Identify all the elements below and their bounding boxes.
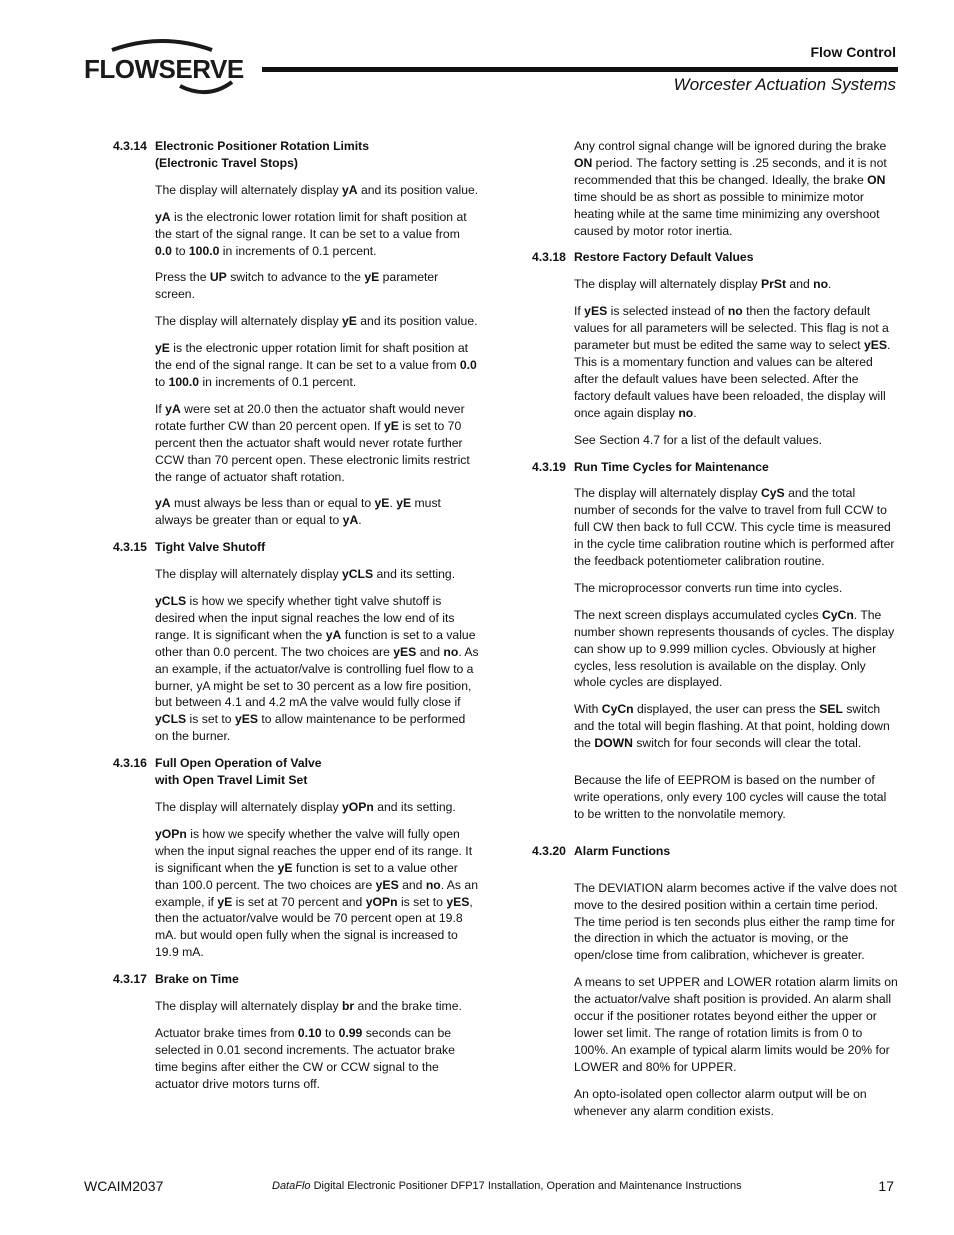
text-run: The display will alternately display [155,314,342,329]
bold-term: br [341,999,355,1014]
bold-term: yA [325,627,342,642]
section-title [574,843,898,860]
header-rule [262,67,898,72]
section-heading [113,138,480,172]
text-run: An opto-isolated open collector alarm output will be on whenever any alarm condition exists. [574,1086,867,1118]
text-run: Because the life of EEPROM is based on the number of write operations, only every 100 cycles will cause the total to be written to the nonvolatile memory. [574,773,887,821]
paragraph [574,303,898,421]
text-run: . As an example, if [155,877,478,909]
section-title [155,755,480,789]
text-run: displayed, the user can press the [633,702,820,717]
paragraph [574,276,898,293]
text-run: then the factory default values for all parameters will be selected. This flag is not a parameter but must be edited the same way to select [574,304,889,353]
section-title-line: Restore Factory Default Values [574,250,754,265]
text-run: See Section 4.7 for a list of the default values. [574,432,822,447]
bold-term: CyCn [821,607,854,622]
paragraph [574,485,898,570]
text-run: switch to advance to the [226,270,365,285]
bold-term: yE [155,341,170,356]
bold-term: yCLS [155,594,187,609]
text-run: Actuator brake times from [155,1025,298,1040]
bold-term: yE [374,496,390,511]
paragraph [155,340,480,391]
bold-term: ON [574,155,593,170]
bold-term: DOWN [594,736,633,751]
text-run: and the brake time. [354,999,462,1014]
text-run: A means to set UPPER and LOWER rotation alarm limits on the actuator/valve shaft position is provided. An alarm shall occur if the positioner rotates beyond either the upper or lower set limit. The range of rotation limits is from 0 to 100%. An example of typical alarm limits would be 20% for LOWER and 80% for UPPER. [574,975,898,1074]
footer-page-number: 17 [878,1178,894,1194]
paragraph [155,401,480,486]
bold-term: yES [863,338,887,353]
text-run: switch and the total will begin flashing. At that point, holding down the [574,702,890,751]
text-run: The display will alternately display [155,999,342,1014]
section-title-line: Run Time Cycles for Maintenance [574,459,769,474]
text-run: time should be as short as possible to minimize motor heating while at the same time minimizing any overshoot caused by motor rotor inertia. [574,189,880,238]
paragraph [574,772,898,823]
text-run: The display will alternately display [155,800,342,814]
text-run: The microprocessor converts run time into cycles. [574,580,843,595]
bold-term: yES [446,894,470,909]
paragraph [574,138,898,239]
section-number: 4.3.17 [113,972,147,987]
section-number: 4.3.19 [532,459,566,474]
text-run: The DEVIATION alarm becomes active if the valve does not move to the desired position within a certain time period. The time period is ten seconds plus either the ramp time for the direction in which the actuator is moving, or the open/close time from calibration, whichever is greater. [574,880,897,963]
bold-term: CyCn [601,702,634,717]
text-run: With [574,702,602,717]
bold-term: yA [155,209,171,224]
header-subtitle: Worcester Actuation Systems [673,75,896,94]
text-run: to [171,243,189,258]
text-run: . [358,513,362,528]
text-run: to [155,374,169,389]
bold-term: yCLS [155,712,187,727]
text-run: and its setting. [373,800,456,814]
text-run: and its position value. [357,182,479,197]
bold-term: no [678,405,694,420]
text-run: and [416,644,444,659]
text-run: and [398,877,426,892]
section-title [155,138,480,172]
section-title [574,459,898,476]
bold-term: 0.0 [459,358,477,373]
text-run: Any control signal change will be ignored during the brake [574,139,887,153]
section-heading [532,249,898,266]
text-run: The next screen displays accumulated cycles [574,607,822,622]
paragraph [574,974,898,1075]
bold-term: no [813,277,829,292]
paragraph [574,1086,898,1120]
bold-term: 100.0 [168,374,200,389]
paragraph [155,1025,480,1093]
section-title-line: (Electronic Travel Stops) [155,155,298,170]
bold-term: no [425,877,441,892]
bold-term: yES [393,644,417,659]
text-run: is how we specify whether tight valve shutoff is desired when the input signal reaches the low end of its range. It is significant when the [155,594,455,642]
paragraph [155,566,480,583]
section-number: 4.3.20 [532,843,566,858]
bold-term: yOPn [365,894,398,909]
text-run: If [574,304,585,319]
section-heading [113,971,480,988]
text-run: and its setting. [373,567,456,582]
text-run: and the total number of seconds for the valve to travel from full CCW to full CW then back to full CCW. This cycle time is measured in the cycle time calibration routine which is performed after the feedback potentiometer calibration routine. [574,486,895,569]
spacer [532,870,898,880]
logo-text: FLOWSERVE [84,54,244,84]
text-run: The display will alternately display [155,182,342,197]
bold-term: PrSt [760,277,787,292]
left-column [113,138,480,1103]
section-title-line: Alarm Functions [574,843,671,858]
section-number: 4.3.16 [113,756,147,771]
section-heading [532,459,898,476]
text-run: , then the actuator/valve would be 70 percent open at 19.8 mA. but would open fully when the signal is increased to 19.9 mA. [155,894,473,960]
text-run: The display will alternately display [155,567,342,582]
section-number: 4.3.15 [113,540,147,555]
bold-term: yA [341,182,358,197]
paragraph [155,495,480,529]
section-title-line: Electronic Positioner Rotation Limits [155,139,369,153]
section-title [155,971,480,988]
text-run: is set to 70 percent then the actuator shaft would never rotate further CCW than 70 percent open. These electronic limits restrict the range of actuator shaft rotation. [155,418,470,484]
text-run: . This is a momentary function and values can be altered after the default values have been selected. After the factory default values have been reloaded, the display will once again display [574,338,891,420]
bold-term: yES [375,877,399,892]
bold-term: yE [341,314,357,329]
footer-title [272,1180,742,1192]
bold-term: yA [165,401,181,416]
bold-term: yCLS [341,567,374,582]
section-title-line: Brake on Time [155,972,239,987]
bold-term: yA [155,496,171,511]
section-title-line: with Open Travel Limit Set [155,773,308,788]
paragraph [574,607,898,692]
paragraph [155,593,480,745]
text-run: If [155,401,166,416]
header-flow-control: Flow Control [810,44,896,60]
bold-term: yE [383,418,399,433]
spacer [532,762,898,772]
bold-term: CyS [760,486,785,501]
bold-term: no [727,304,743,319]
paragraph [574,580,898,597]
text-run: function is set to a value other than 0.0 percent. The two choices are [155,627,476,659]
text-run: . [828,277,832,292]
text-run: . [693,405,697,420]
flowserve-logo [84,38,244,98]
bold-term: 0.99 [338,1025,363,1040]
paragraph [155,826,480,961]
section-heading [113,755,480,789]
bold-term: yES [234,712,258,727]
text-run: is the electronic lower rotation limit for shaft position at the start of the signal range. It can be set to a value from [155,209,467,241]
section-number: 4.3.18 [532,250,566,265]
bold-term: 0.10 [297,1025,322,1040]
text-run: in increments of 0.1 percent. [199,374,357,389]
text-run: in increments of 0.1 percent. [219,243,377,258]
text-run: period. The factory setting is .25 seconds, and it is not recommended that this be changed. Ideally, the brake [574,155,887,187]
text-run: must always be less than or equal to [170,496,375,511]
section-heading [532,843,898,860]
footer-title-italic: DataFlo [272,1180,311,1192]
text-run: to [321,1025,339,1040]
footer-doc-id: WCAIM2037 [84,1178,164,1194]
bold-term: yE [396,496,412,511]
section-number: 4.3.14 [113,139,147,153]
bold-term: 0.0 [155,243,172,258]
text-run: is the electronic upper rotation limit for shaft position at the end of the signal range. It can be set to a value from [155,341,468,373]
bold-term: yE [277,860,293,875]
bold-term: yOPn [155,826,187,841]
bold-term: ON [867,172,886,187]
paragraph [155,799,480,816]
bold-term: no [443,644,459,659]
paragraph [155,209,480,260]
text-run: is selected instead of [607,304,728,319]
text-run: is set to [186,712,235,727]
text-run: and [786,277,814,292]
text-run: parameter screen. [155,270,439,302]
text-run: switch for four seconds will clear the total. [632,736,862,751]
text-run: The display will alternately display [574,486,761,501]
bold-term: UP [209,270,227,285]
text-run: must always be greater than or equal to [155,496,441,528]
footer-title-rest: Digital Electronic Positioner DFP17 Installation, Operation and Maintenance Instructions [310,1180,742,1192]
bold-term: yA [342,513,359,528]
text-run: . The number shown represents thousands of cycles. The display can show up to 9.999 million cycles. Obviously at higher cycles, less resolution is available on the display. Only whole cycles are displayed. [574,607,895,690]
text-run: The display will alternately display [574,277,761,292]
bold-term: yOPn [341,800,374,814]
section-heading [113,539,480,556]
bold-term: yES [584,304,608,319]
paragraph [155,313,480,330]
paragraph [155,182,480,199]
text-run: is set at 70 percent and [232,894,366,909]
paragraph [155,998,480,1015]
spacer [532,833,898,843]
text-run: and its position value. [356,314,478,329]
paragraph [574,701,898,752]
bold-term: SEL [819,702,843,717]
bold-term: yE [217,894,233,909]
right-column [532,138,898,1130]
paragraph [574,432,898,449]
bold-term: yE [364,270,380,285]
section-title [155,539,480,556]
text-run: Press the [155,270,210,285]
bold-term: 100.0 [188,243,220,258]
text-run: to allow maintenance to be performed on the burner. [155,712,466,744]
text-run: . [389,496,397,511]
text-run: . As an example, if the actuator/valve is controlling fuel flow to a burner, yA might be set to 30 percent as a low fire position, but between 4.1 and 4.2 mA the valve would fully close if [155,644,479,710]
text-run: function is set to a value other than 100.0 percent. The two choices are [155,860,458,892]
text-run: were set at 20.0 then the actuator shaft would never rotate further CW than 20 percent open. If [155,401,465,433]
paragraph [574,880,898,965]
text-run: is set to [397,894,447,909]
paragraph [155,269,480,303]
text-run: seconds can be selected in 0.01 second increments. The actuator brake time begins after either the CW or CCW signal to the actuator drive motors turns off. [155,1025,455,1091]
section-title-line: Tight Valve Shutoff [155,540,266,555]
section-title-line: Full Open Operation of Valve [155,756,322,771]
section-title [574,249,898,266]
text-run: is how we specify whether the valve will fully open when the input signal reaches the upper end of its range. It is significant when the [155,826,473,875]
